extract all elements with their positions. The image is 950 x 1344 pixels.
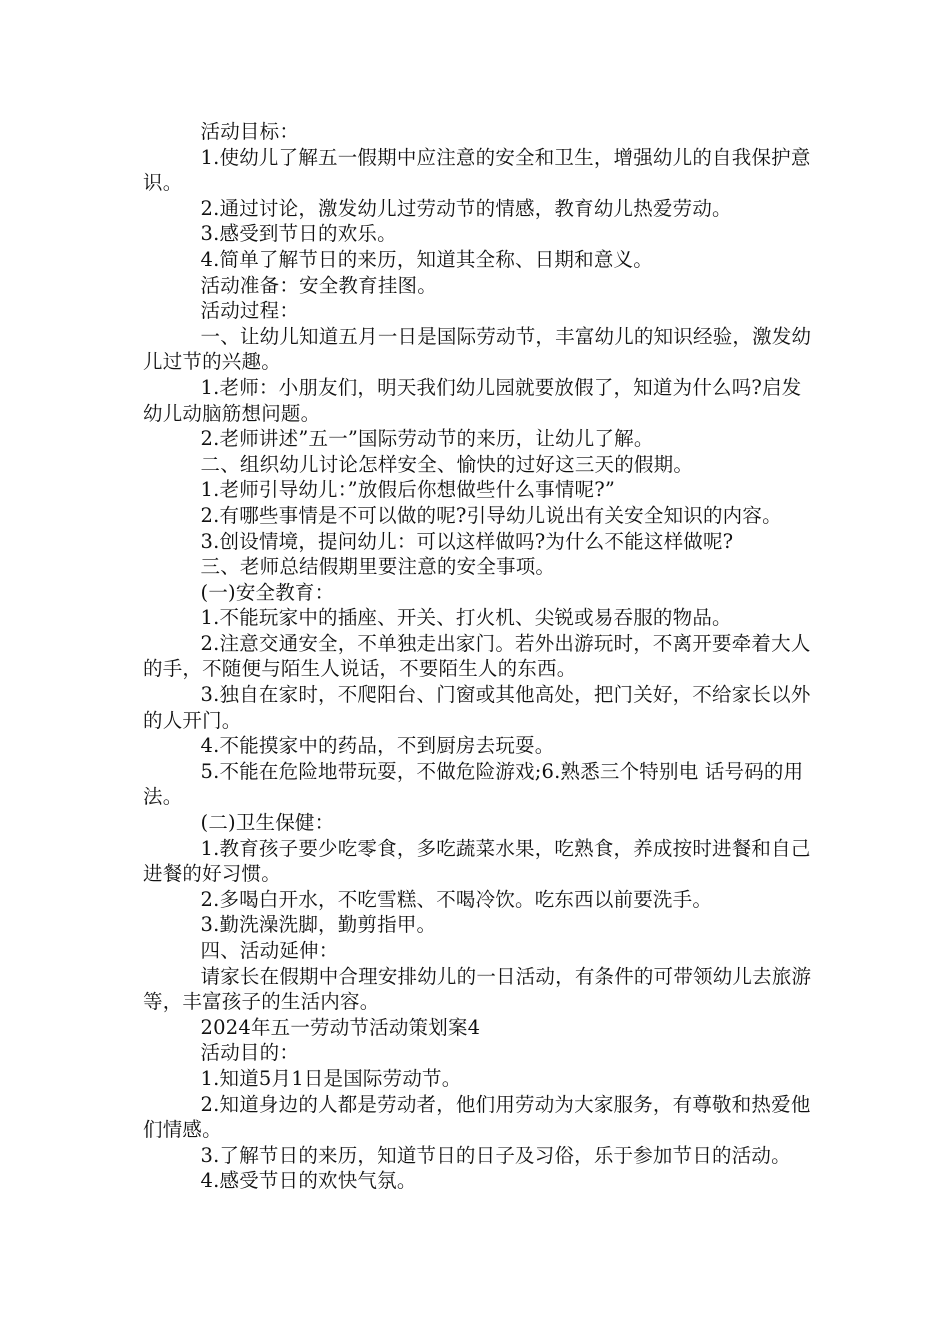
document-body bbox=[143, 119, 813, 1194]
paragraph: 四、活动延伸： bbox=[200, 939, 339, 962]
paragraph: 4.不能摸家中的药品，不到厨房去玩耍。 bbox=[200, 734, 555, 758]
paragraph: 2.多喝白开水，不吃雪糕、不喝冷饮。吃东西以前要洗手。 bbox=[200, 887, 713, 911]
paragraph: 2.注意交通安全，不单独走出家门。若外出游玩时，不离开要牵着大人的手，不随便与陌生人说话，不要陌生人的东西。 bbox=[143, 631, 811, 681]
paragraph: 活动准备：安全教育挂图。 bbox=[200, 273, 437, 297]
section-heading: 2024年五一劳动节活动策划案4 bbox=[200, 1015, 481, 1039]
paragraph: 活动过程： bbox=[200, 299, 300, 323]
paragraph: 3.独自在家时，不爬阳台、门窗或其他高处，把门关好，不给家长以外的人开门。 bbox=[143, 683, 811, 732]
paragraph: 三、老师总结假期里要注意的安全事项。 bbox=[200, 555, 556, 579]
paragraph: 3.了解节日的来历，知道节日的日子及习俗，乐于参加节日的活动。 bbox=[200, 1143, 791, 1167]
paragraph: 2.有哪些事情是不可以做的呢?引导幼儿说出有关安全知识的内容。 bbox=[200, 503, 782, 527]
paragraph: 5.不能在危险地带玩耍，不做危险游戏;6.熟悉三个特别电 话号码的用法。 bbox=[143, 759, 804, 809]
paragraph: 活动目的： bbox=[200, 1041, 300, 1065]
paragraph: 4.感受节日的欢快气氛。 bbox=[200, 1169, 417, 1193]
paragraph: (一)安全教育： bbox=[200, 580, 335, 604]
paragraph: 2.知道身边的人都是劳动者，他们用劳动为大家服务，有尊敬和热爱他们情感。 bbox=[143, 1092, 811, 1142]
paragraph: 1.知道5月1日是国际劳动节。 bbox=[200, 1066, 462, 1090]
paragraph: 1.使幼儿了解五一假期中应注意的安全和卫生，增强幼儿的自我保护意识。 bbox=[143, 145, 811, 195]
paragraph: 1.老师引导幼儿：”放假后你想做些什么事情呢?” bbox=[200, 478, 616, 502]
paragraph: 2.老师讲述”五一”国际劳动节的来历，让幼儿了解。 bbox=[200, 427, 654, 451]
paragraph: 1.老师：小朋友们，明天我们幼儿园就要放假了，知道为什么吗?启发幼儿动脑筋想问题。 bbox=[143, 375, 802, 425]
paragraph: 1.教育孩子要少吃零食，多吃蔬菜水果，吃熟食，养成按时进餐和自己进餐的好习惯。 bbox=[143, 836, 811, 886]
paragraph: 2.通过讨论，激发幼儿过劳动节的情感，教育幼儿热爱劳动。 bbox=[200, 196, 732, 220]
paragraph: 请家长在假期中合理安排幼儿的一日活动，有条件的可带领幼儿去旅游等，丰富孩子的生活内容。 bbox=[143, 964, 812, 1014]
paragraph: 二、组织幼儿讨论怎样安全、愉快的过好这三天的假期。 bbox=[200, 452, 694, 476]
paragraph: 4.简单了解节日的来历，知道其全称、日期和意义。 bbox=[200, 247, 653, 271]
paragraph: 3.感受到节日的欢乐。 bbox=[200, 222, 397, 246]
paragraph: 活动目标： bbox=[200, 120, 300, 143]
paragraph: 3.勤洗澡洗脚，勤剪指甲。 bbox=[200, 913, 437, 937]
paragraph: 3.创设情境，提问幼儿：可以这样做吗?为什么不能这样做呢? bbox=[200, 529, 734, 553]
paragraph: (二)卫生保健： bbox=[200, 811, 335, 835]
paragraph: 1.不能玩家中的插座、开关、打火机、尖锐或易吞服的物品。 bbox=[200, 606, 732, 630]
paragraph: 一、让幼儿知道五月一日是国际劳动节，丰富幼儿的知识经验，激发幼儿过节的兴趣。 bbox=[143, 324, 812, 374]
